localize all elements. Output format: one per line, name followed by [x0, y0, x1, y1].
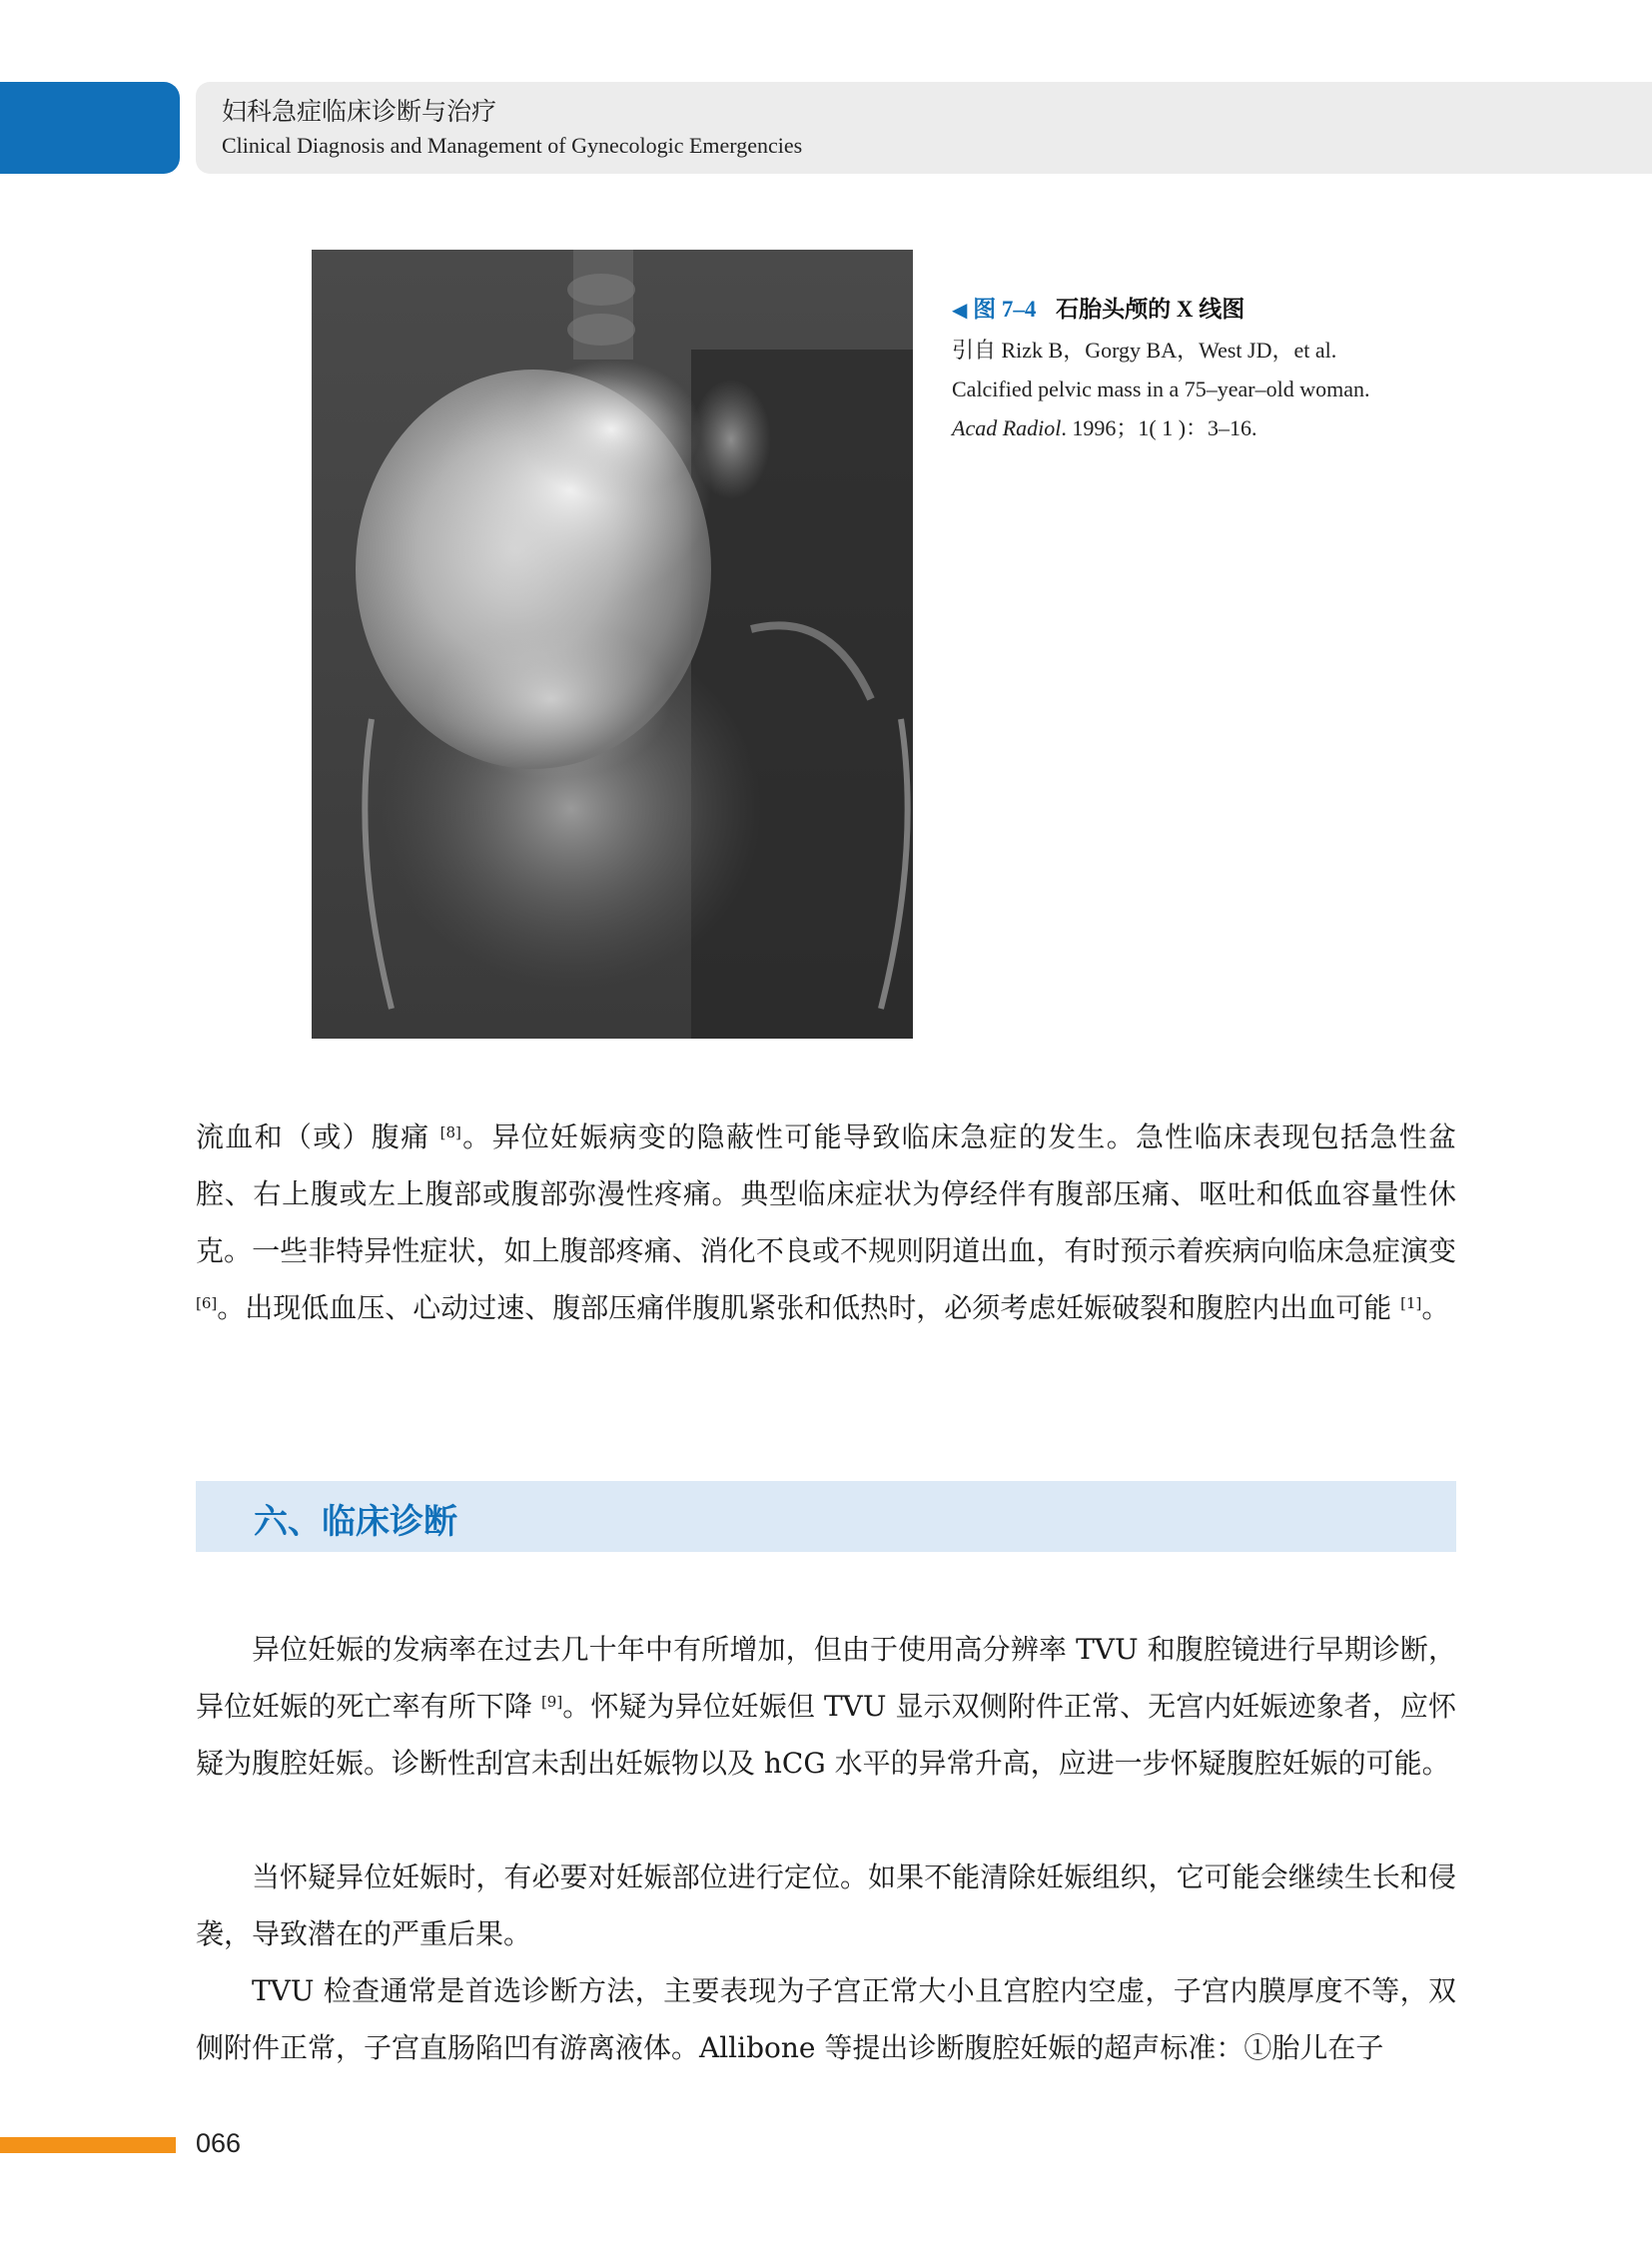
text-run: 当怀疑异位妊娠时，有必要对妊娠部位进行定位。如果不能清除妊娠组织，它可能会继续生长和侵袭，导致潜在的严重后果。 [196, 1861, 1456, 1950]
figure-title: 石胎头颅的 X 线图 [1056, 297, 1245, 322]
text-run: TVU 检查通常是首选诊断方法，主要表现为子宫正常大小且宫腔内空虚，子宫内膜厚度不等，双侧附件正常，子宫直肠陷凹有游离液体。Allibone 等提出诊断腹腔妊娠的超声标准：①胎儿在子 [196, 1974, 1456, 2064]
page-number: 066 [196, 2128, 242, 2158]
section-title: 六、临床诊断 [254, 1502, 457, 1542]
text-run: 异位妊娠的发病率在过去几十年中有所增加，但由于使用高分辨率 TVU 和腹腔镜进行早期诊断，异位妊娠的死亡率有所下降 [196, 1633, 1456, 1723]
text-run: 。异位妊娠病变的隐蔽性可能导致临床急症的发生。急性临床表现包括急性盆腔、右上腹或左上腹部或腹部弥漫性疼痛。典型临床症状为停经伴有腹部压痛、呕吐和低血容量性休克。一些非特异性症状，如上腹部疼痛、消化不良或不规则阴道出血，有时预示着疾病向临床急症演变 [196, 1120, 1456, 1267]
header-blue-tab [0, 82, 180, 174]
body-paragraph-4 [196, 1962, 1456, 2076]
citation-superscript: [6] [196, 1294, 218, 1312]
text-run: 。 [1421, 1291, 1450, 1324]
text-run: 。怀疑为异位妊娠但 TVU 显示双侧附件正常、无宫内妊娠迹象者，应怀疑为腹腔妊娠。诊断性刮宫未刮出妊娠物以及 hCG 水平的异常升高，应进一步怀疑腹腔妊娠的可能。 [196, 1690, 1456, 1780]
left-triangle-icon: ◀ [952, 300, 968, 322]
section-heading-bar [196, 1481, 1456, 1552]
xray-image [312, 250, 913, 1039]
footer-orange-bar [0, 2137, 176, 2153]
citation-superscript: [9] [540, 1693, 563, 1711]
figure-source: 引自 Rizk B，Gorgy BA，West JD，et al. Calcified pelvic mass in a 75–year–old woman. Acad Radiol. 1996；1( 1 )：3–16. [952, 338, 1370, 440]
body-paragraph-3 [196, 1849, 1456, 1962]
figure-caption [952, 290, 1371, 447]
figure-label: 图 7–4 [973, 297, 1037, 322]
citation-superscript: [1] [1400, 1294, 1422, 1312]
book-title: 妇科急症临床诊断与治疗 [222, 97, 497, 126]
body-paragraph-1 [196, 1109, 1456, 1336]
body-paragraph-2 [196, 1621, 1456, 1792]
text-run: 流血和（或）腹痛 [196, 1120, 440, 1153]
book-subtitle: Clinical Diagnosis and Management of Gynecologic Emergencies [222, 133, 803, 158]
text-run: 。出现低血压、心动过速、腹部压痛伴腹肌紧张和低热时，必须考虑妊娠破裂和腹腔内出血可能 [217, 1291, 1401, 1324]
citation-superscript: [8] [439, 1123, 461, 1141]
